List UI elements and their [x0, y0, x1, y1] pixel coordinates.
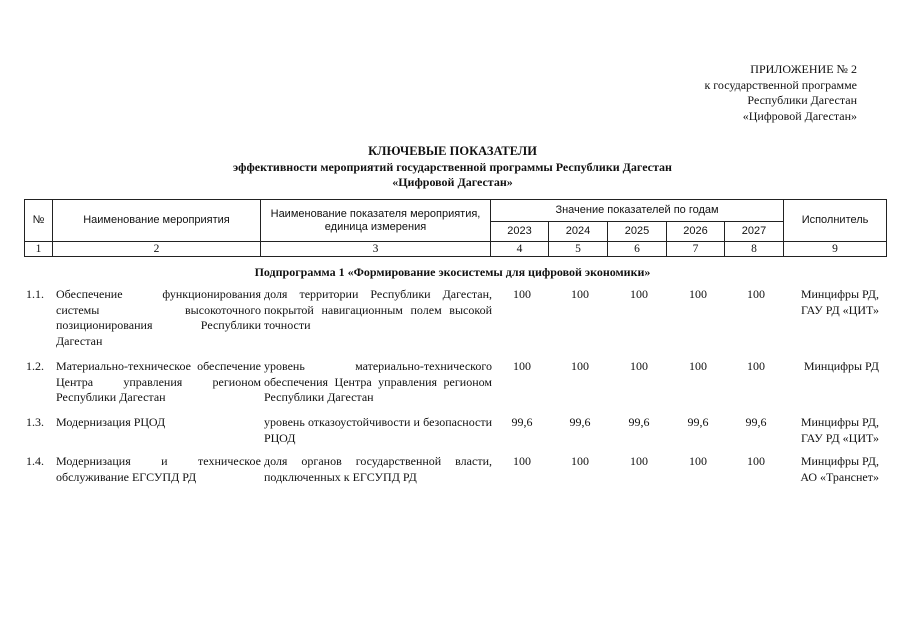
- row-indicator: доля территории Республики Дагестан, покрытой навигационным полем высокой точности: [264, 287, 492, 332]
- column-number: 4: [491, 242, 549, 257]
- row-value: 100: [571, 287, 589, 301]
- row-name: Обеспечение функционирования системы высокоточного позиционирования Республики Дагестан: [56, 287, 261, 348]
- row-value: 100: [630, 359, 648, 373]
- column-number: 9: [784, 242, 887, 257]
- title-line-3: «Цифровой Дагестан»: [392, 175, 513, 189]
- row-executor: [787, 359, 879, 375]
- appendix-block: [637, 62, 857, 124]
- indicators-table-header: [24, 199, 887, 257]
- row-value: 100: [513, 454, 531, 468]
- column-number: 8: [725, 242, 784, 257]
- row-value: 100: [571, 359, 589, 373]
- header-year: 2025: [608, 222, 667, 242]
- row-value: 99,6: [569, 415, 591, 429]
- appendix-line: Республики Дагестан: [747, 93, 857, 107]
- row-name: Модернизация и техническое обслуживание ЕГСУПД РД: [56, 454, 261, 484]
- executor-line: Минцифры РД,: [800, 415, 879, 429]
- row-number: 1.2.: [26, 359, 44, 373]
- row-value: 99,6: [511, 415, 533, 429]
- row-number: 1.1.: [26, 287, 44, 301]
- row-executor: [787, 415, 879, 446]
- row-value: 100: [513, 359, 531, 373]
- executor-line: Минцифры РД,: [800, 287, 879, 301]
- executor-line: Минцифры РД: [803, 359, 879, 373]
- row-name: Модернизация РЦОД: [56, 415, 166, 429]
- column-number: 1: [25, 242, 53, 257]
- header-num: №: [25, 200, 53, 242]
- executor-line: ГАУ РД «ЦИТ»: [800, 430, 879, 445]
- header-year: 2023: [491, 222, 549, 242]
- row-number: 1.4.: [26, 454, 44, 468]
- header-executor: Исполнитель: [784, 200, 887, 242]
- row-value: 100: [747, 454, 765, 468]
- title-line-2: эффективности мероприятий государственной программы Республики Дагестан: [233, 159, 672, 174]
- header-indicator: Наименование показателя мероприятия, единица измерения: [261, 200, 491, 242]
- row-name: Материально-техническое обеспечение Центра управления регионом Республики Дагестан: [56, 359, 261, 404]
- header-name: Наименование мероприятия: [53, 200, 261, 242]
- column-number: 2: [53, 242, 261, 257]
- header-year: 2024: [549, 222, 608, 242]
- row-value: 100: [689, 454, 707, 468]
- title-line-1: КЛЮЧЕВЫЕ ПОКАЗАТЕЛИ: [368, 144, 537, 158]
- column-number: 7: [667, 242, 725, 257]
- row-number: 1.3.: [26, 415, 44, 429]
- row-value: 100: [747, 359, 765, 373]
- column-number: 5: [549, 242, 608, 257]
- subprogram-heading: Подпрограмма 1 «Формирование экосистемы для цифровой экономики»: [254, 265, 651, 279]
- row-value: 100: [571, 454, 589, 468]
- executor-line: АО «Транснет»: [800, 469, 879, 484]
- row-value: 100: [689, 287, 707, 301]
- row-executor: [787, 454, 879, 485]
- row-value: 100: [747, 287, 765, 301]
- column-number: 6: [608, 242, 667, 257]
- row-value: 99,6: [745, 415, 767, 429]
- document-title: [0, 144, 905, 191]
- executor-line: ГАУ РД «ЦИТ»: [800, 302, 879, 317]
- executor-line: Минцифры РД,: [800, 454, 879, 468]
- column-number: 3: [261, 242, 491, 257]
- header-values-group: Значение показателей по годам: [491, 200, 784, 222]
- row-value: 99,6: [628, 415, 650, 429]
- row-value: 100: [513, 287, 531, 301]
- row-value: 99,6: [687, 415, 709, 429]
- appendix-line: «Цифровой Дагестан»: [742, 108, 857, 123]
- row-value: 100: [630, 454, 648, 468]
- row-value: 100: [630, 287, 648, 301]
- row-executor: [787, 287, 879, 318]
- row-indicator: доля органов государственной власти, подключенных к ЕГСУПД РД: [264, 454, 492, 484]
- row-indicator: уровень материально-технического обеспечения Центра управления регионом Республики Дагестан: [264, 359, 492, 404]
- row-indicator: уровень отказоустойчивости и безопасности РЦОД: [264, 415, 492, 445]
- appendix-title: ПРИЛОЖЕНИЕ № 2: [750, 62, 857, 76]
- header-year: 2027: [725, 222, 784, 242]
- row-value: 100: [689, 359, 707, 373]
- appendix-line: к государственной программе: [704, 77, 857, 92]
- header-year: 2026: [667, 222, 725, 242]
